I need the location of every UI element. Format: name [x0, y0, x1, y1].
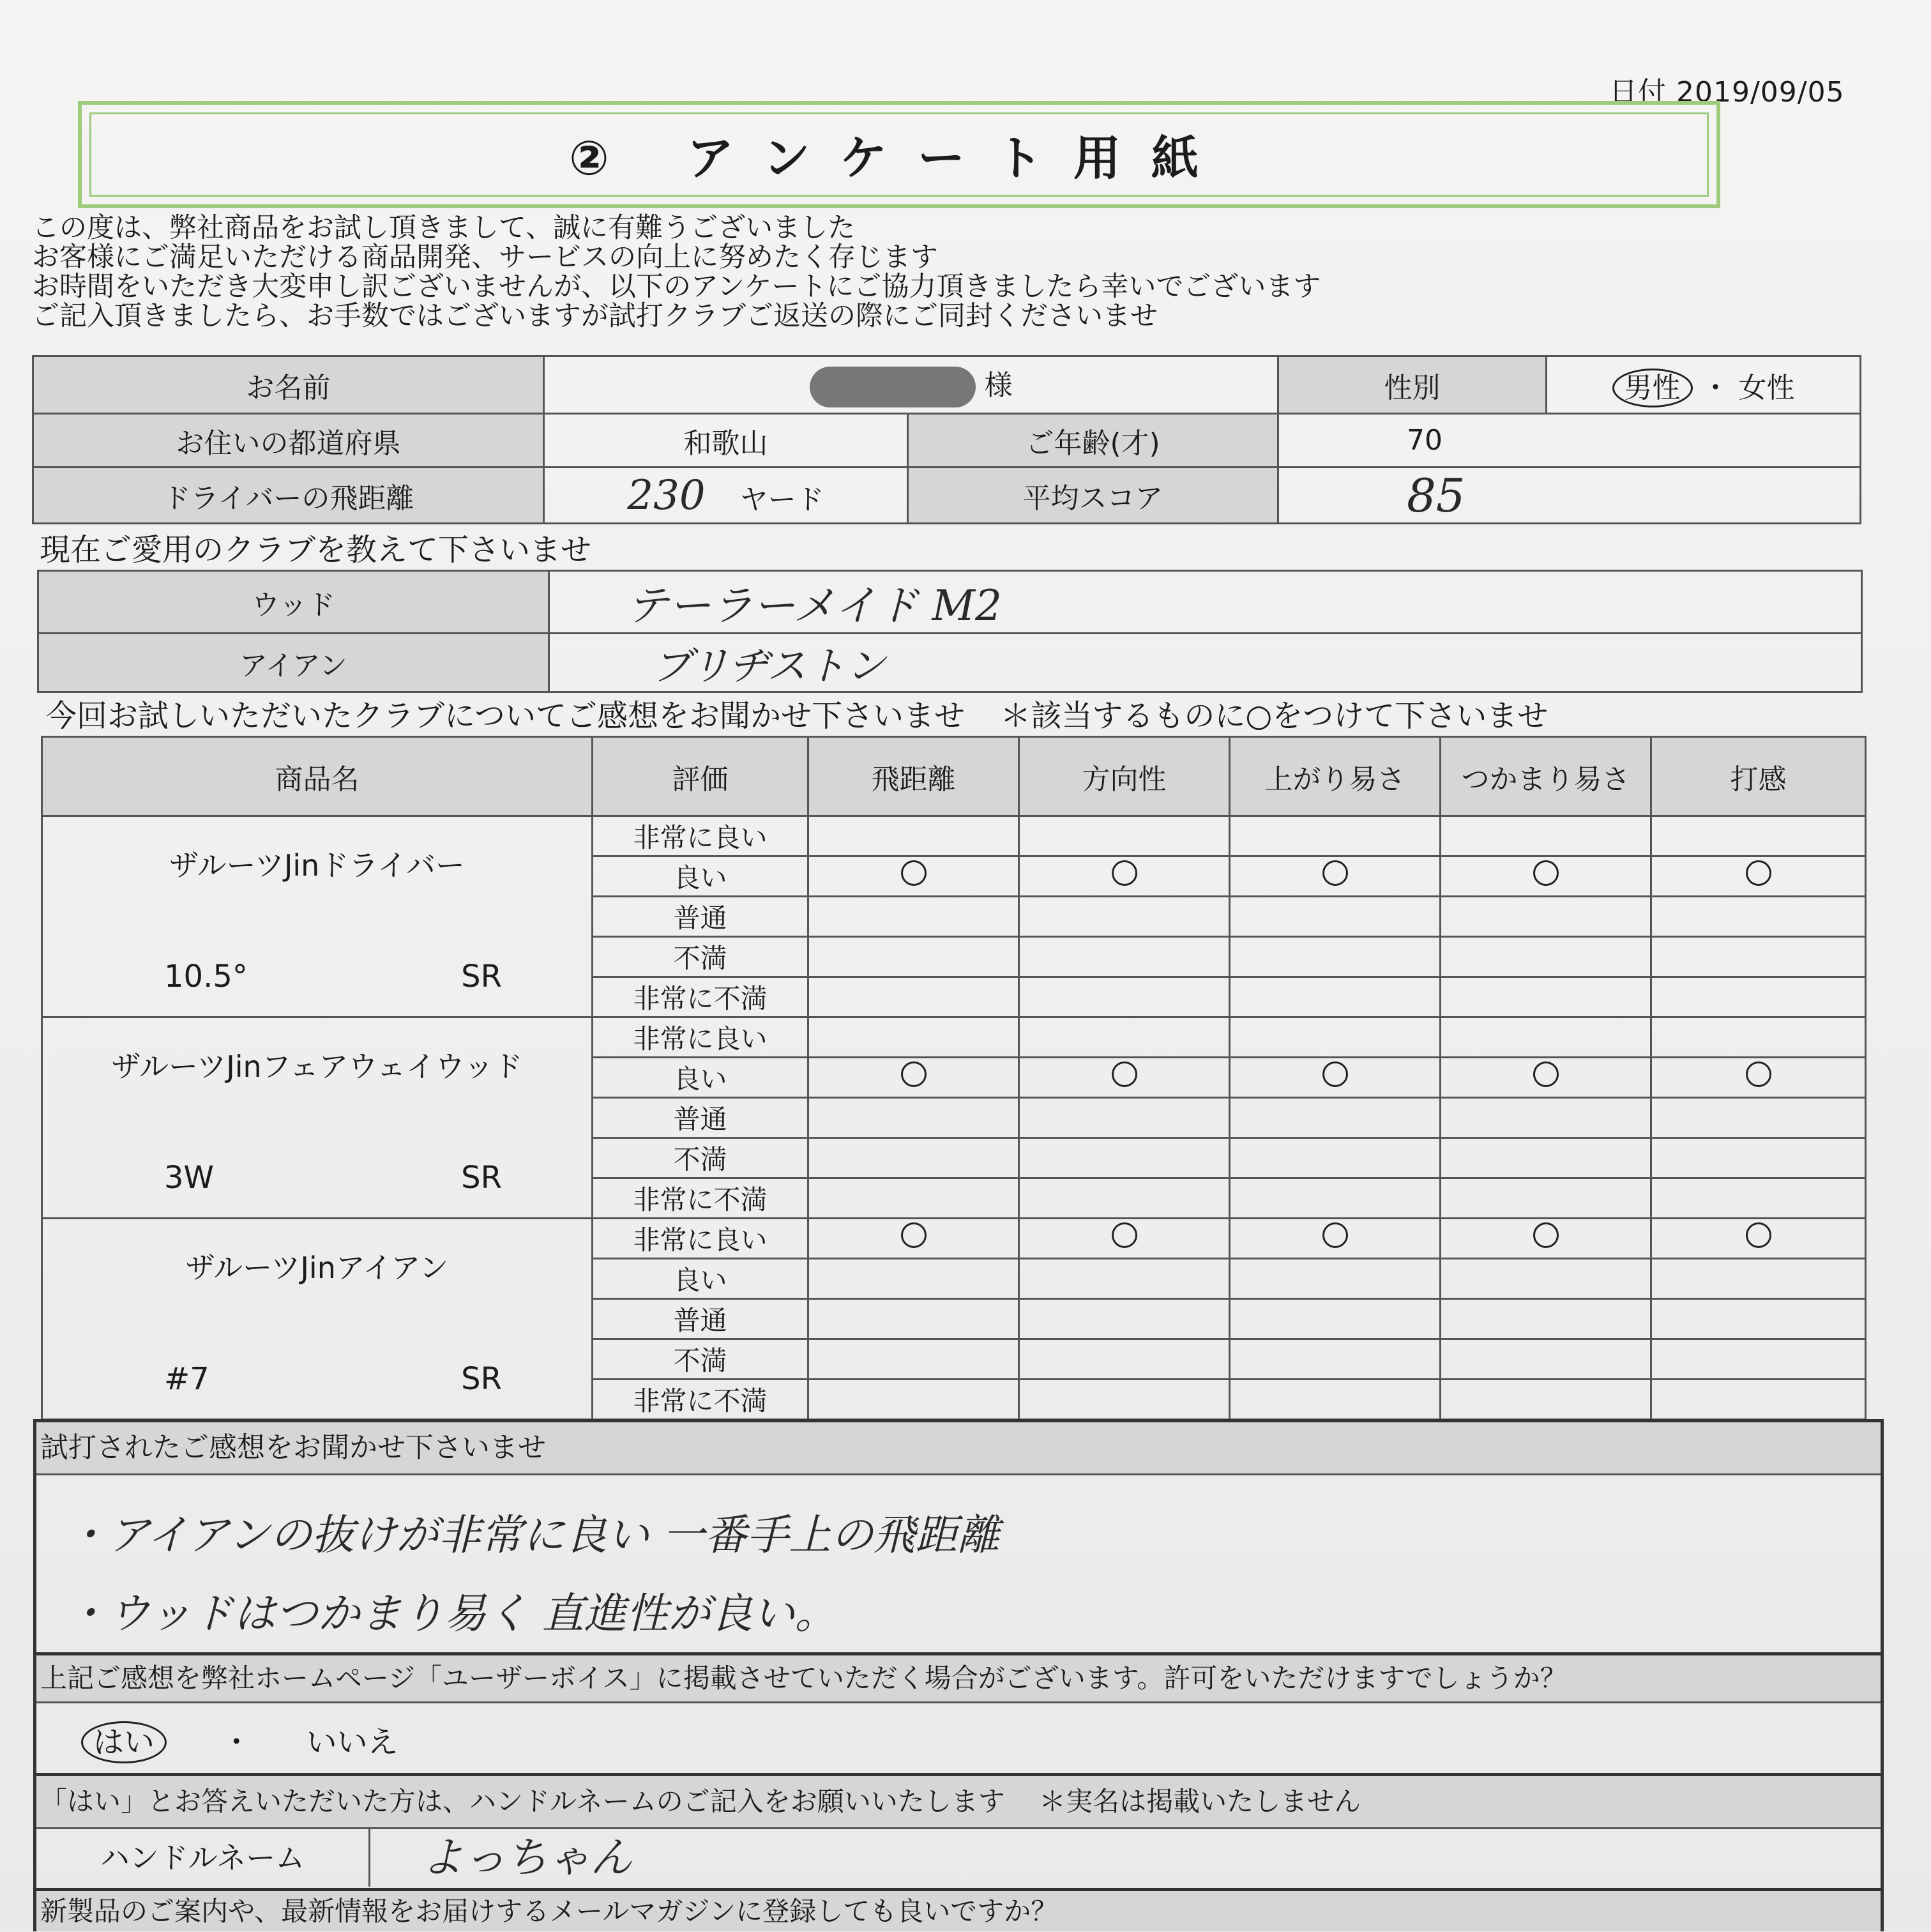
rating-cell[interactable]: [1651, 897, 1866, 937]
rating-cell[interactable]: [1441, 937, 1651, 977]
rating-cell[interactable]: [1019, 1178, 1230, 1219]
header-launch: 上がり易さ: [1230, 737, 1441, 816]
header-distance: 飛距離: [808, 737, 1019, 816]
selected-circle-mark: [1112, 860, 1137, 886]
age-field[interactable]: 70: [1278, 414, 1861, 468]
evaluation-table: [41, 736, 1867, 1420]
rating-cell[interactable]: [1441, 1058, 1651, 1098]
evaluation-row: [42, 1017, 1866, 1058]
rating-cell[interactable]: [1019, 1219, 1230, 1259]
rating-cell[interactable]: [1230, 1017, 1441, 1058]
rating-cell[interactable]: [1651, 937, 1866, 977]
rating-cell[interactable]: [808, 1138, 1019, 1178]
handle-instruction: 「はい」とお答えいただいた方は、ハンドルネームのご記入をお願いいたします: [40, 1786, 1005, 1817]
permission-question: 上記ご感想を弊社ホームページ「ユーザーボイス」に掲載させていただく場合がございます。許可をいただけますでしょうか？: [36, 1655, 1881, 1703]
rating-cell[interactable]: [1651, 1219, 1866, 1259]
rating-cell[interactable]: [1019, 1259, 1230, 1299]
rating-cell[interactable]: [1230, 977, 1441, 1017]
rating-cell[interactable]: [808, 1017, 1019, 1058]
rating-cell[interactable]: [1230, 856, 1441, 897]
rating-cell[interactable]: [1019, 1098, 1230, 1138]
score-field[interactable]: [1278, 468, 1861, 524]
selected-circle-mark: [901, 860, 927, 886]
rating-cell[interactable]: [1441, 816, 1651, 856]
evaluation-header-row: [42, 737, 1866, 816]
impressions-line-2[interactable]: ・ウッドはつかまり易く 直進性が良い。: [66, 1589, 837, 1638]
wood-field[interactable]: [549, 571, 1862, 634]
iron-label: アイアン: [38, 634, 549, 692]
product-name: ザルーツJinアイアン: [185, 1251, 449, 1285]
product-flex: SR: [461, 1361, 502, 1397]
profile-table: [32, 355, 1861, 524]
rating-cell[interactable]: [1441, 1299, 1651, 1339]
product-name: ザルーツJinフェアウェイウッド: [111, 1049, 523, 1084]
rating-level-label: 良い: [593, 856, 808, 897]
distance-value: 230: [627, 471, 706, 519]
newsletter-question: 新製品のご案内や、最新情報をお届けするメールマガジンに登録しても良いですか？: [33, 1888, 1884, 1931]
score-value: 85: [1407, 468, 1465, 522]
impressions-box: [33, 1419, 1884, 1655]
handle-instruction-row: [36, 1776, 1881, 1829]
product-spec: 3W: [164, 1160, 214, 1196]
distance-unit: ヤード: [739, 483, 824, 516]
rating-cell[interactable]: [1019, 1017, 1230, 1058]
selected-circle-mark: [1322, 1222, 1348, 1248]
rating-cell[interactable]: [1651, 1339, 1866, 1380]
header-feel: 打感: [1651, 737, 1866, 816]
distance-field[interactable]: [544, 468, 908, 524]
rating-cell[interactable]: [1441, 1138, 1651, 1178]
impressions-heading: 試打されたご感想をお聞かせ下さいませ: [36, 1422, 1881, 1475]
rating-cell[interactable]: [808, 1058, 1019, 1098]
rating-cell[interactable]: [1019, 856, 1230, 897]
rating-level-label: 非常に不満: [593, 1380, 808, 1420]
rating-level-label: 不満: [593, 1138, 808, 1178]
rating-level-label: 普通: [593, 897, 808, 937]
rating-cell[interactable]: [1441, 1098, 1651, 1138]
gender-separator: ・: [1701, 371, 1730, 404]
product-spec: #7: [164, 1361, 209, 1397]
prefecture-label: お住いの都道府県: [33, 414, 544, 468]
rating-cell[interactable]: [808, 897, 1019, 937]
rating-cell[interactable]: [808, 856, 1019, 897]
rating-level-label: 良い: [593, 1058, 808, 1098]
rating-cell[interactable]: [1651, 1380, 1866, 1420]
selected-circle-mark: [901, 1222, 927, 1248]
rating-cell[interactable]: [1651, 1098, 1866, 1138]
handle-row: [36, 1829, 1881, 1887]
rating-cell[interactable]: [1441, 1259, 1651, 1299]
rating-level-label: 非常に良い: [593, 1219, 808, 1259]
rating-cell[interactable]: [808, 1380, 1019, 1420]
selected-circle-mark: [1746, 1222, 1771, 1248]
product-spec: 10.5°: [164, 959, 248, 994]
rating-cell[interactable]: [1019, 1058, 1230, 1098]
rating-cell[interactable]: [1441, 897, 1651, 937]
rating-cell[interactable]: [1441, 977, 1651, 1017]
selected-circle-mark: [1322, 1061, 1348, 1087]
rating-level-label: 非常に良い: [593, 816, 808, 856]
redacted-name: [810, 367, 976, 407]
rating-cell[interactable]: [1230, 1219, 1441, 1259]
rating-cell[interactable]: [1651, 1138, 1866, 1178]
gender-female-option[interactable]: 女性: [1738, 371, 1795, 404]
rating-cell[interactable]: [808, 1259, 1019, 1299]
product-flex: SR: [461, 959, 502, 994]
rating-cell[interactable]: [1651, 1017, 1866, 1058]
intro-line: お客様にご満足いただける商品開発、サービスの向上に努めたく存じます: [32, 241, 938, 273]
evaluation-row: [42, 1219, 1866, 1259]
selected-circle-mark: [1533, 1061, 1559, 1087]
gender-label: 性別: [1278, 356, 1547, 414]
rating-level-label: 非常に不満: [593, 1178, 808, 1219]
rating-cell[interactable]: [1019, 1339, 1230, 1380]
product-flex: SR: [461, 1160, 502, 1196]
rating-cell[interactable]: [1230, 937, 1441, 977]
survey-title: ② アンケート用紙: [569, 131, 1229, 186]
rating-cell[interactable]: [808, 816, 1019, 856]
selected-circle-mark: [1746, 1061, 1771, 1087]
rating-cell[interactable]: [1230, 1259, 1441, 1299]
title-box: [78, 101, 1720, 208]
evaluation-heading: [46, 691, 1548, 735]
rating-cell[interactable]: [1019, 937, 1230, 977]
handle-value[interactable]: よっちゃん: [421, 1833, 632, 1882]
rating-cell[interactable]: [1651, 1259, 1866, 1299]
rating-cell[interactable]: [1230, 1380, 1441, 1420]
rating-cell[interactable]: [808, 977, 1019, 1017]
header-product: 商品名: [42, 737, 593, 816]
selected-circle-mark: [1533, 860, 1559, 886]
name-suffix: 様: [984, 369, 1013, 402]
wood-value: テーラーメイド M2: [626, 581, 1002, 630]
iron-value: ブリヂストン: [652, 643, 886, 689]
rating-cell[interactable]: [1019, 977, 1230, 1017]
rating-cell[interactable]: [1230, 1058, 1441, 1098]
rating-cell[interactable]: [808, 1098, 1019, 1138]
impressions-line-1[interactable]: ・アイアンの抜けが非常に良い 一番手上の飛距離: [66, 1510, 1000, 1560]
wood-label: ウッド: [38, 571, 549, 634]
selected-circle-mark: [1322, 860, 1348, 886]
rating-cell[interactable]: [808, 1339, 1019, 1380]
rating-cell[interactable]: [1651, 1299, 1866, 1339]
permission-separator: ・: [221, 1724, 252, 1760]
survey-date: 日付 2019/09/05: [1609, 76, 1845, 109]
score-label: 平均スコア: [908, 468, 1278, 524]
prefecture-field[interactable]: 和歌山: [544, 414, 908, 468]
selected-circle-mark: [1746, 860, 1771, 886]
gender-male-option[interactable]: 男性: [1612, 369, 1693, 407]
name-field[interactable]: [544, 356, 1278, 414]
rating-cell[interactable]: [808, 1178, 1019, 1219]
distance-label: ドライバーの飛距離: [33, 468, 544, 524]
rating-cell[interactable]: [1230, 897, 1441, 937]
rating-cell[interactable]: [1019, 1299, 1230, 1339]
rating-cell[interactable]: [1441, 1178, 1651, 1219]
permission-no-option[interactable]: いいえ: [306, 1724, 398, 1760]
intro-line: ご記入頂きましたら、お手数ではございますが試打クラブご返送の際にご同封くださいませ: [32, 300, 1158, 332]
header-rating: 評価: [593, 737, 808, 816]
permission-box: [33, 1655, 1884, 1773]
rating-cell[interactable]: [1230, 816, 1441, 856]
rating-cell[interactable]: [808, 1299, 1019, 1339]
selected-circle-mark: [901, 1061, 927, 1087]
product-name: ザルーツJinドライバー: [169, 848, 466, 883]
selected-circle-mark: [1112, 1222, 1137, 1248]
handle-label: ハンドルネーム: [36, 1829, 370, 1887]
rating-cell[interactable]: [1230, 1299, 1441, 1339]
intro-line: この度は、弊社商品をお試し頂きまして、誠に有難うございました: [32, 212, 856, 244]
rating-cell[interactable]: [1441, 1219, 1651, 1259]
rating-level-label: 非常に不満: [593, 977, 808, 1017]
rating-level-label: 普通: [593, 1299, 808, 1339]
evaluation-heading-text: 今回お試しいただいたクラブについてご感想をお聞かせ下さいませ: [46, 698, 966, 734]
handle-box: [33, 1773, 1884, 1888]
rating-level-label: 普通: [593, 1098, 808, 1138]
rating-cell[interactable]: [1441, 1380, 1651, 1420]
permission-yes-option[interactable]: はい: [81, 1721, 167, 1763]
current-clubs-table: [37, 570, 1863, 693]
selected-circle-mark: [1112, 1061, 1137, 1087]
rating-level-label: 非常に良い: [593, 1017, 808, 1058]
rating-cell[interactable]: [1019, 1138, 1230, 1178]
rating-cell[interactable]: [1651, 1178, 1866, 1219]
rating-cell[interactable]: [1230, 1138, 1441, 1178]
header-direction: 方向性: [1019, 737, 1230, 816]
evaluation-row: [42, 816, 1866, 856]
rating-level-label: 不満: [593, 1339, 808, 1380]
product-cell: [42, 1219, 593, 1420]
rating-cell[interactable]: [1441, 856, 1651, 897]
name-label: お名前: [33, 356, 544, 414]
intro-line: お時間をいただき大変申し訳ございませんが、以下のアンケートにご協力頂きましたら幸いでございます: [32, 271, 1321, 303]
age-label: ご年齢(才): [908, 414, 1278, 468]
rating-cell[interactable]: [1441, 1339, 1651, 1380]
rating-cell[interactable]: [1019, 897, 1230, 937]
rating-cell[interactable]: [1230, 1098, 1441, 1138]
product-cell: [42, 1017, 593, 1219]
evaluation-note: ＊該当するものに○をつけて下さいませ: [1000, 698, 1549, 734]
product-cell: [42, 816, 593, 1017]
rating-cell[interactable]: [1651, 977, 1866, 1017]
rating-cell[interactable]: [808, 1219, 1019, 1259]
rating-cell[interactable]: [1019, 816, 1230, 856]
rating-cell[interactable]: [1019, 1380, 1230, 1420]
rating-cell[interactable]: [1651, 1058, 1866, 1098]
rating-cell[interactable]: [1651, 856, 1866, 897]
rating-cell[interactable]: [1651, 816, 1866, 856]
current-clubs-heading: 現在ご愛用のクラブを教えて下さいませ: [40, 532, 592, 568]
permission-options: [36, 1717, 1881, 1761]
rating-cell[interactable]: [1230, 1178, 1441, 1219]
rating-cell[interactable]: [1230, 1339, 1441, 1380]
iron-field[interactable]: [549, 634, 1862, 692]
rating-cell[interactable]: [808, 937, 1019, 977]
rating-cell[interactable]: [1441, 1017, 1651, 1058]
rating-level-label: 不満: [593, 937, 808, 977]
handle-note: ＊実名は掲載いたしません: [1039, 1786, 1361, 1817]
header-grip: つかまり易さ: [1441, 737, 1651, 816]
intro-text: [32, 213, 1321, 331]
gender-field[interactable]: [1547, 356, 1861, 414]
selected-circle-mark: [1533, 1222, 1559, 1248]
rating-level-label: 良い: [593, 1259, 808, 1299]
